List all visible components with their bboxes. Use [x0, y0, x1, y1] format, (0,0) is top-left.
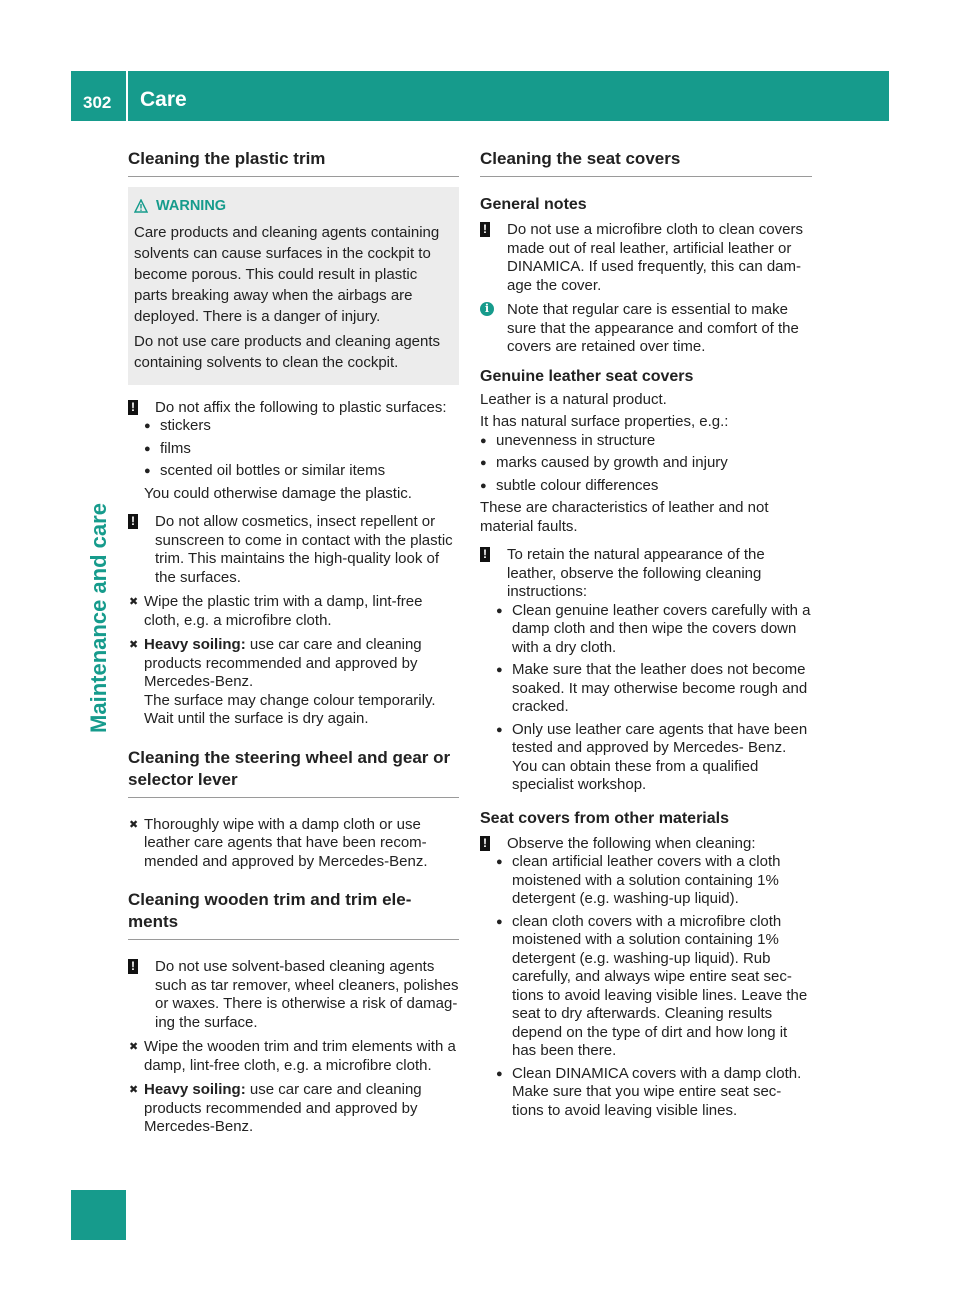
arrow-icon: ✖ — [129, 818, 139, 831]
list-item: ● Make sure that the leather does not become soaked. It may otherwise become rough and cracked. — [496, 661, 808, 715]
bullet-icon: ● — [496, 604, 503, 617]
heading-genuine-leather: Genuine leather seat covers — [480, 367, 694, 385]
heading-wooden-trim: Cleaning wooden trim and trim ele- ments — [128, 889, 459, 940]
exclamation-icon: ! — [480, 547, 490, 562]
paragraph: It has natural surface properties, e.g.: — [480, 413, 729, 430]
bullet-icon: ● — [496, 915, 503, 928]
bullet-list — [480, 432, 812, 496]
left-column — [128, 148, 459, 1137]
instruction-step: ✖ Wipe the wooden trim and trim elements with a damp, lint-free cloth, e.g. a microfibre cloth. — [129, 1038, 456, 1074]
warning-text-2: Do not use care products and cleaning agents containing solvents to clean the cockpit. — [134, 332, 441, 371]
warning-label: WARNING — [156, 198, 227, 214]
bullet-icon: ● — [496, 664, 503, 676]
list-item: ● clean cloth covers with a microfibre cloth moistened with a solution containing 1% detergent (e.g. washing-up liquid). Rub carefully, and always wipe entire seat sec- tions to avoid leaving visible lines. Leave the seat to dry afterwards. Cleaning results depend on the type of dirt and how long it has been there. — [496, 912, 808, 1059]
step-followup: The surface may change colour temporarily. Wait until the surface is dry again. — [144, 691, 436, 727]
paragraph: These are characteristics of leather and not material faults. — [480, 499, 769, 535]
bullet-list — [480, 602, 812, 795]
note-text: Do not affix the following to plastic surfaces: — [155, 398, 447, 416]
info-icon: i — [480, 302, 494, 316]
list-item: ● scented oil bottles or similar items — [144, 462, 386, 479]
arrow-icon: ✖ — [129, 596, 139, 608]
list-item: ● marks caused by growth and injury — [480, 454, 728, 471]
list-item: ● clean artificial leather covers with a cloth moistened with a solution containing 1% detergent (e.g. washing-up liquid). — [496, 853, 781, 907]
bullet-icon: ● — [480, 434, 487, 447]
caution-note — [480, 835, 812, 854]
exclamation-icon: ! — [480, 836, 490, 851]
exclamation-icon: ! — [128, 959, 138, 974]
page-number: 302 — [83, 93, 112, 112]
instruction-step: ✖ Wipe the plastic trim with a damp, lint-free cloth, e.g. a microfibre cloth. — [129, 593, 423, 629]
exclamation-icon: ! — [480, 222, 490, 237]
list-item: ● unevenness in structure — [480, 431, 656, 449]
arrow-icon: ✖ — [129, 1041, 139, 1053]
chapter-side-label: Maintenance and care — [85, 503, 111, 733]
exclamation-icon: ! — [128, 514, 138, 529]
caution-note — [480, 546, 812, 602]
list-item: ● Clean genuine leather covers carefully with a damp cloth and then wipe the covers down with a dry cloth. — [496, 601, 811, 656]
bullet-icon: ● — [496, 1067, 503, 1080]
section-title: Care — [140, 88, 187, 111]
header-divider — [126, 71, 128, 121]
instruction-step: ✖ Heavy soiling: use car care and cleaning products recommended and approved by Mercedes-Benz. The surface may change colour temporarily. Wait until the surface is dry again. — [128, 636, 459, 729]
note-text: To retain the natural appearance of the leather, observe the following cleaning instructions: — [507, 546, 765, 600]
exclamation-icon: ! — [128, 400, 138, 415]
bullet-icon: ● — [144, 465, 151, 477]
heading-steering-wheel: Cleaning the steering wheel and gear or selector lever — [128, 747, 459, 798]
bullet-list — [128, 417, 459, 481]
arrow-icon: ✖ — [129, 639, 139, 651]
list-item: ● Only use leather care agents that have been tested and approved by Mercedes- Benz. You can obtain these from a qualified specialist workshop. — [496, 720, 808, 793]
bullet-icon: ● — [144, 442, 151, 455]
list-item: ● stickers — [144, 417, 211, 434]
paragraph: Leather is a natural product. — [480, 390, 667, 408]
heading-plastic-trim: Cleaning the plastic trim — [128, 148, 459, 177]
note-text: Note that regular care is essential to make sure that the appearance and comfort of the covers are retained over time. — [507, 301, 799, 355]
list-item: ● subtle colour differences — [480, 476, 659, 494]
chapter-side-tab — [71, 1190, 126, 1240]
caution-note — [128, 513, 459, 587]
heading-seat-covers: Cleaning the seat covers — [480, 148, 812, 177]
list-item: ● films — [144, 439, 191, 457]
note-text: Observe the following when cleaning: — [507, 834, 756, 852]
note-followup: You could otherwise damage the plastic. — [144, 484, 412, 502]
info-note — [480, 301, 812, 357]
warning-text: Care products and cleaning agents containing solvents can cause surfaces in the cockpit to become porous. This could result in plastic parts breaking away when the airbags are deployed. There is a danger of injury. — [134, 223, 440, 325]
bullet-list — [480, 853, 812, 1120]
instruction-step: ✖ Thoroughly wipe with a damp cloth or use leather care agents that have been recom- mended and approved by Mercedes-Benz. — [129, 815, 428, 870]
list-item: ● Clean DINAMICA covers with a damp cloth. Make sure that you wipe entire seat sec- tions to avoid leaving visible lines. — [496, 1064, 802, 1119]
instruction-step: ✖ Heavy soiling: use car care and cleaning products recommended and approved by Mercedes-Benz. — [129, 1081, 422, 1135]
heading-general-notes: General notes — [480, 196, 587, 213]
right-column — [480, 148, 812, 1120]
warning-header — [134, 197, 451, 216]
bullet-icon: ● — [480, 479, 487, 492]
note-text: Do not use solvent-based cleaning agents such as tar remover, wheel cleaners, polishes or waxes. There is otherwise a risk of damag- ing the surface. — [155, 958, 459, 1031]
bullet-icon: ● — [496, 723, 503, 736]
caution-note — [128, 958, 459, 1032]
bullet-icon: ● — [480, 457, 487, 469]
page-header — [71, 71, 889, 121]
caution-note — [480, 221, 812, 295]
note-text: Do not allow cosmetics, insect repellent or sunscreen to come in contact with the plastic trim. This maintains the high-quality look of the surfaces. — [155, 513, 453, 586]
heading-other-materials: Seat covers from other materials — [480, 809, 729, 827]
note-text: Do not use a microfibre cloth to clean covers made out of real leather, artificial leather or DINAMICA. If used frequently, this can dam- age the cover. — [507, 221, 803, 294]
warning-triangle-icon — [134, 199, 148, 213]
bullet-icon: ● — [144, 420, 151, 432]
arrow-icon: ✖ — [129, 1084, 139, 1096]
warning-box — [128, 187, 459, 385]
bullet-icon: ● — [496, 856, 503, 868]
caution-note — [128, 399, 459, 418]
